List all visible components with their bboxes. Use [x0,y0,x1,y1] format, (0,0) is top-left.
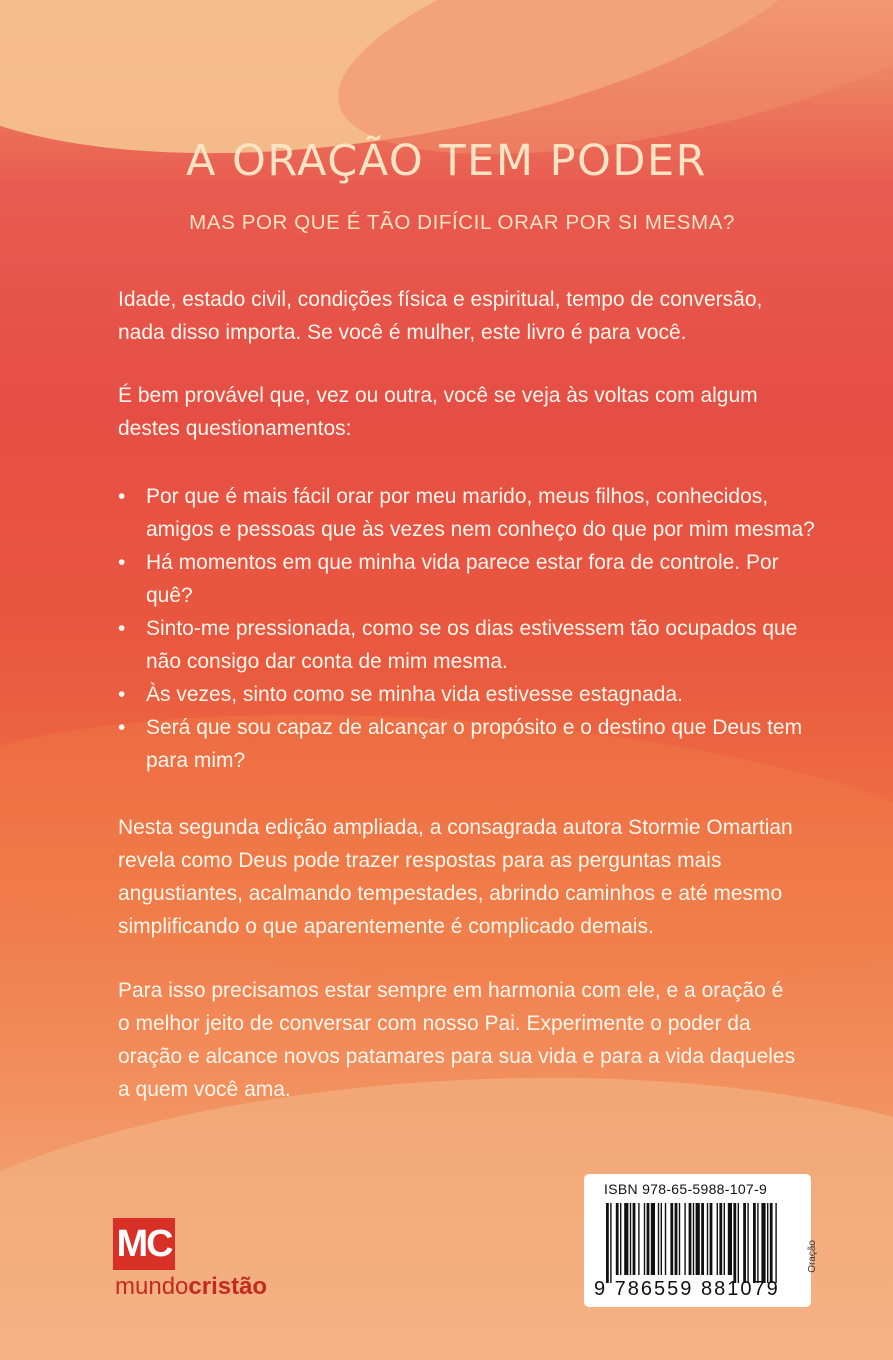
question-list [118,480,818,777]
barcode-number: 9 786559 881079 [594,1278,780,1300]
barcode-icon [606,1203,781,1283]
list-item [118,546,818,612]
logo-badge: MC [113,1218,175,1270]
bullet-icon: • [118,683,126,706]
publisher-name-part: mundo [115,1273,189,1300]
barcode-panel [584,1174,818,1307]
cover-subtitle: MAS POR QUE É TÃO DIFÍCIL ORAR POR SI MESMA? [189,211,735,234]
publisher-logo [113,1218,333,1308]
list-item [118,711,818,777]
isbn-label: ISBN 978-65-5988-107-9 [604,1181,768,1197]
list-item [118,678,818,711]
bullet-icon: • [118,485,126,508]
side-label: Oração [807,1240,818,1273]
cover-title: A ORAÇÃO TEM PODER [185,136,708,186]
list-item-text: Às vezes, sinto como se minha vida estivesse estagnada. [146,683,683,706]
list-item-text: Há momentos em que minha vida parece estar fora de controle. Por quê? [146,551,779,607]
list-item-text: Sinto-me pressionada, como se os dias estivessem tão ocupados que não consigo dar conta de mim mesma. [146,617,798,673]
intro-paragraph: É bem provável que, vez ou outra, você se veja às voltas com algum destes questionamentos: [118,384,758,440]
description-paragraph: Nesta segunda edição ampliada, a consagrada autora Stormie Omartian revela como Deus pode trazer respostas para as perguntas mais angustiantes, acalmando tempestades, abrindo caminhos e até mesmo simplificando o que aparentemente é complicado demais. [118,816,793,938]
intro-paragraph: Idade, estado civil, condições física e espiritual, tempo de conversão, nada disso importa. Se você é mulher, este livro é para você. [118,288,763,344]
list-item [118,612,818,678]
bullet-icon: • [118,716,126,739]
list-item-text: Será que sou capaz de alcançar o propósito e o destino que Deus tem para mim? [146,716,803,772]
bullet-icon: • [118,617,126,640]
bullet-icon: • [118,551,126,574]
publisher-name-part: cristão [188,1273,268,1300]
description-paragraph: Para isso precisamos estar sempre em harmonia com ele, e a oração é o melhor jeito de conversar com nosso Pai. Experimente o poder da oração e alcance novos patamares para sua vida e para a vida daqueles a quem você ama. [118,979,796,1101]
publisher-name [115,1273,267,1301]
list-item [118,480,818,546]
list-item-text: Por que é mais fácil orar por meu marido, meus filhos, conhecidos, amigos e pessoas que às vezes nem conheço do que por mim mesma? [146,485,815,541]
